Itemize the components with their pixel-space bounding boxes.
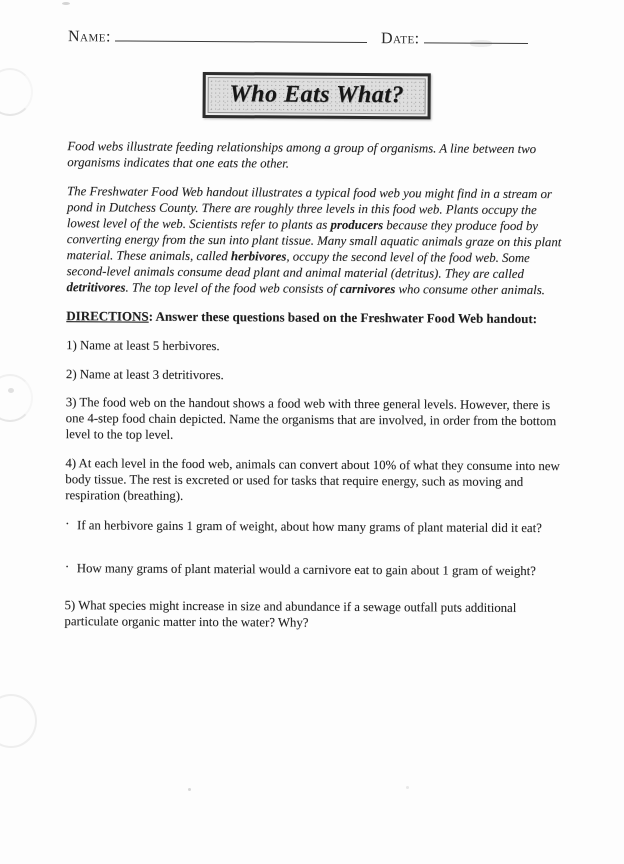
paragraph-segment: who consume other animals. [395,281,545,297]
directions-label: DIRECTIONS [66,307,149,324]
bullet-question-text: How many grams of plant material would a carnivore eat to gain about 1 gram of weight? [76,561,536,579]
worksheet-title: Who Eats What? [229,81,405,109]
question-1: 1) Name at least 5 herbivores. [66,337,220,353]
question-2: 2) Name at least 3 detritivores. [65,366,224,382]
bullet-question-1 [65,517,563,536]
title-box [202,72,431,119]
paragraph-segment: because they produce food by converting energy from the sun into plant tissue. Many small aquatic animals graze on this plant material. These animals, called [66,217,562,263]
bullet-dot-icon: · [64,560,70,576]
vocab-word-carnivores: carnivores [339,281,396,296]
bullet-question-2 [65,560,563,579]
vocab-word-herbivores: herbivores [230,248,287,264]
paragraph-segment: The Freshwater Food Web handout illustrates a typical food web you might find in a stream or pond in Dutchess County. There are roughly three levels in this food web. Plants occupy the lowest level of the web. Scientists refer to plants as [66,183,552,232]
date-blank-line [424,28,528,44]
directions-text: : Answer these questions based on the Freshwater Food Web handout: [148,308,538,326]
name-blank-line [115,26,367,43]
vocab-word-producers: producers [330,217,384,232]
name-label: Name: [67,28,112,46]
date-label: Date: [380,30,420,48]
question-5: 5) What species might increase in size and abundance if a sewage outfall puts additional particulate organic matter into the water? Why? [64,598,517,630]
paragraph-segment: , occupy the second level of the food web. Some second-level animals consume dead plant and animal material (detritus). They are called [66,249,530,281]
body-paragraph [66,183,565,298]
bullet-question-text: If an herbivore gains 1 gram of weight, about how many grams of plant material did it eat? [76,518,542,536]
name-date-header [68,26,566,49]
question-4: 4) At each level in the food web, animals can convert about 10% of what they consume into new body tissue. The rest is excreted or used for tasks that require energy, such as moving and respiration (breathing). [65,456,560,504]
intro-paragraph: Food webs illustrate feeding relationships among a group of organisms. A line between two organisms indicates that one eats the other. [67,139,537,171]
title-container [68,71,566,120]
vocab-word-detritivores: detritivores [66,279,126,295]
bullet-dot-icon: · [64,517,70,533]
directions-heading [66,308,564,327]
question-3: 3) The food web on the handout shows a food web with three general levels. However, there is one 4-step food chain depicted. Name the organisms that are involved, in order from the bottom level to the top level. [65,395,557,443]
paragraph-segment: . The top level of the food web consists of [125,280,340,296]
